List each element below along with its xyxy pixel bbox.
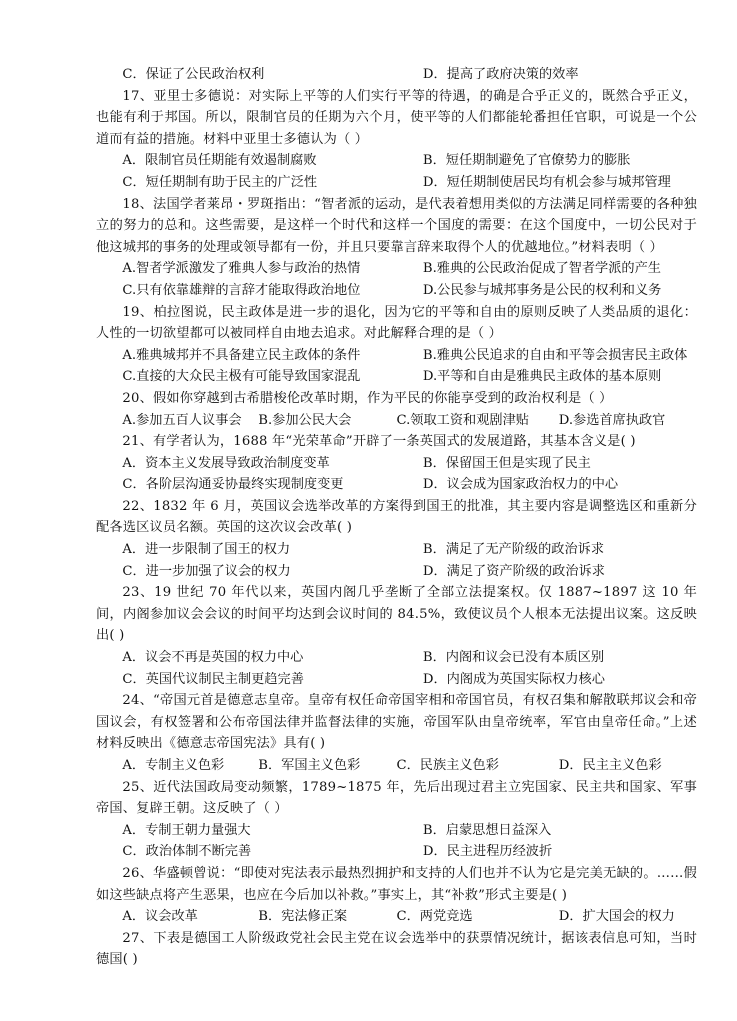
question-stem: 20、假如你穿越到古希腊梭伦改革时期，作为平民的你能享受到的政治权利是（ ）	[122, 390, 613, 406]
question-21-options	[96, 453, 697, 496]
question-stem: 23、19 世纪 70 年代以来，英国内阁几乎垄断了全部立法提案权。仅 1887~1897 这 10 年间，内阁参加议会会议的时间平均达到会议时间的 84.5%，致使议员个人根本无法提出议案。这反映出( )	[96, 585, 697, 644]
question-17-options	[96, 150, 697, 193]
question-stem: 22、1832 年 6 月，英国议会选举改革的方案得到国王的批准，其主要内容是调整选区和重新分配各选区议员名额。英国的这次议会改革( )	[96, 498, 697, 536]
option-c[interactable]: C．民族主义色彩	[396, 758, 499, 773]
option-b[interactable]: B．保留国王但是实现了民主	[422, 455, 591, 471]
option-d[interactable]: D．满足了资产阶级的政治诉求	[422, 563, 605, 579]
question-stem: 26、华盛顿曾说：“即使对宪法表示最热烈拥护和支持的人们也并不认为它是完美无缺的。……假如这些缺点将产生恶果，也应在今后加以补救。”事实上，其“补救”形式主要是( )	[96, 865, 697, 903]
question-stem: 18、法国学者莱昂・罗斑指出：“智者派的运动，是代表着想用类似的方法满足同样需要的各种独立的努力的总和。这些需要，是这样一个时代和这样一个国度的需要：在这个国度中，一切公民对于他这城邦的事务的处理或领导都有一份，并且只要靠言辞来取得个人的优越地位。”材料表明（ ）	[96, 196, 697, 255]
question-23-options	[96, 647, 697, 690]
option-c[interactable]: C.只有依靠雄辩的言辞才能取得政治地位	[122, 282, 361, 298]
option-d[interactable]: D．扩大国会的权力	[558, 909, 675, 925]
option-d[interactable]: D．内阁成为英国实际权力核心	[422, 671, 605, 687]
question-stem: 25、近代法国政局变动频繁，1789~1875 年，先后出现过君主立宪国家、民主共和国家、军事帝国、复辟王朝。这反映了（ ）	[96, 779, 697, 817]
question-stem: 24、“帝国元首是德意志皇帝。皇帝有权任命帝国宰相和帝国官员，有权召集和解散联邦议会和帝国议会，有权签署和公布帝国法律并监督法律的实施，帝国军队由皇帝统率，军官由皇帝任命。”上述材料反映出《德意志帝国宪法》具有( )	[96, 693, 697, 752]
option-c[interactable]: C.领取工资和观剧津贴	[396, 412, 529, 428]
option-b[interactable]: B.雅典公民追求的自由和平等会损害民主政体	[422, 347, 688, 363]
option-a[interactable]: A．专制主义色彩	[122, 758, 225, 773]
option-a[interactable]: A.雅典城邦并不具备建立民主政体的条件	[122, 347, 361, 363]
question-23	[96, 582, 697, 690]
option-a[interactable]: A．专制王朝力量强大	[122, 822, 251, 838]
question-16-tail	[96, 64, 697, 86]
option-b[interactable]: B．满足了无产阶级的政治诉求	[422, 542, 605, 558]
question-stem: 19、柏拉图说，民主政体是进一步的退化，因为它的平等和自由的原则反映了人类品质的退化：人性的一切欲望都可以被同样自由地去追求。对此解释合理的是（ ）	[96, 304, 697, 342]
question-20-options	[96, 410, 697, 432]
option-d[interactable]: D．短任期制使居民均有机会参与城邦管理	[422, 174, 671, 190]
question-21	[96, 431, 697, 496]
option-d[interactable]: D．民主主义色彩	[558, 758, 662, 773]
question-26	[96, 863, 697, 928]
option-c[interactable]: C．各阶层沟通妥协最终实现制度变更	[122, 477, 344, 493]
question-18	[96, 194, 697, 302]
option-c[interactable]: C．短任期制有助于民主的广泛性	[122, 174, 318, 190]
question-24-options	[96, 755, 697, 777]
option-b[interactable]: B.雅典的公民政治促成了智者学派的产生	[422, 261, 661, 277]
option-a[interactable]: A．进一步限制了国王的权力	[122, 542, 291, 558]
option-b[interactable]: B.参加公民大会	[258, 412, 352, 428]
question-17	[96, 86, 697, 194]
question-22-options	[96, 539, 697, 582]
question-19-options	[96, 345, 697, 388]
option-d[interactable]: D．提高了政府决策的效率	[422, 67, 579, 82]
option-b[interactable]: B．启蒙思想日益深入	[422, 822, 552, 838]
option-b[interactable]: B．军国主义色彩	[258, 758, 361, 773]
question-27	[96, 928, 697, 971]
option-c[interactable]: C．政治体制不断完善	[122, 844, 252, 860]
question-26-options	[96, 906, 697, 928]
option-b[interactable]: B．宪法修正案	[258, 909, 348, 925]
option-d[interactable]: D.平等和自由是雅典民主政体的基本原则	[422, 369, 662, 385]
question-22	[96, 496, 697, 582]
option-c[interactable]: C．保证了公民政治权利	[122, 67, 265, 82]
option-a[interactable]: A.参加五百人议事会	[122, 412, 242, 428]
question-stem: 21、有学者认为，1688 年“光荣革命”开辟了一条英国式的发展道路，其基本含义是( )	[122, 434, 636, 450]
option-c[interactable]: C．英国代议制民主制更趋完善	[122, 671, 304, 687]
option-d[interactable]: D.公民参与城邦事务是公民的权利和义务	[422, 282, 662, 298]
question-19	[96, 302, 697, 388]
option-a[interactable]: A．议会不再是英国的权力中心	[122, 650, 304, 666]
question-18-options	[96, 258, 697, 301]
question-16-options	[96, 64, 697, 86]
option-b[interactable]: B．内阁和议会已没有本质区别	[422, 650, 605, 666]
option-c[interactable]: C.直接的大众民主极有可能导致国家混乱	[122, 369, 361, 385]
option-a[interactable]: A.智者学派激发了雅典人参与政治的热情	[122, 261, 361, 277]
option-a[interactable]: A．资本主义发展导致政治制度变革	[122, 455, 330, 471]
option-d[interactable]: D.参选首席执政官	[558, 412, 666, 428]
option-c[interactable]: C．进一步加强了议会的权力	[122, 563, 291, 579]
question-25-options	[96, 820, 697, 863]
option-d[interactable]: D．议会成为国家政治权力的中心	[422, 477, 619, 493]
option-a[interactable]: A．议会改革	[122, 909, 198, 925]
question-24	[96, 690, 697, 776]
question-stem: 27、下表是德国工人阶级政党社会民主党在议会选举中的获票情况统计，据该表信息可知，当时德国( )	[96, 930, 697, 968]
option-b[interactable]: B．短任期制避免了官僚势力的膨胀	[422, 153, 631, 169]
question-stem: 17、亚里士多德说：对实际上平等的人们实行平等的待遇，的确是合乎正义的，既然合乎正义，也能有利于邦国。所以，限制官员的任期为六个月，使平等的人们都能轮番担任官职，可说是一个公道而有益的措施。材料中亚里士多德认为（ ）	[96, 88, 697, 147]
option-a[interactable]: A．限制官员任期能有效遏制腐败	[122, 153, 317, 169]
question-25	[96, 777, 697, 863]
question-20	[96, 388, 697, 431]
option-c[interactable]: C．两党竞选	[396, 909, 473, 925]
option-d[interactable]: D．民主进程历经波折	[422, 844, 553, 860]
